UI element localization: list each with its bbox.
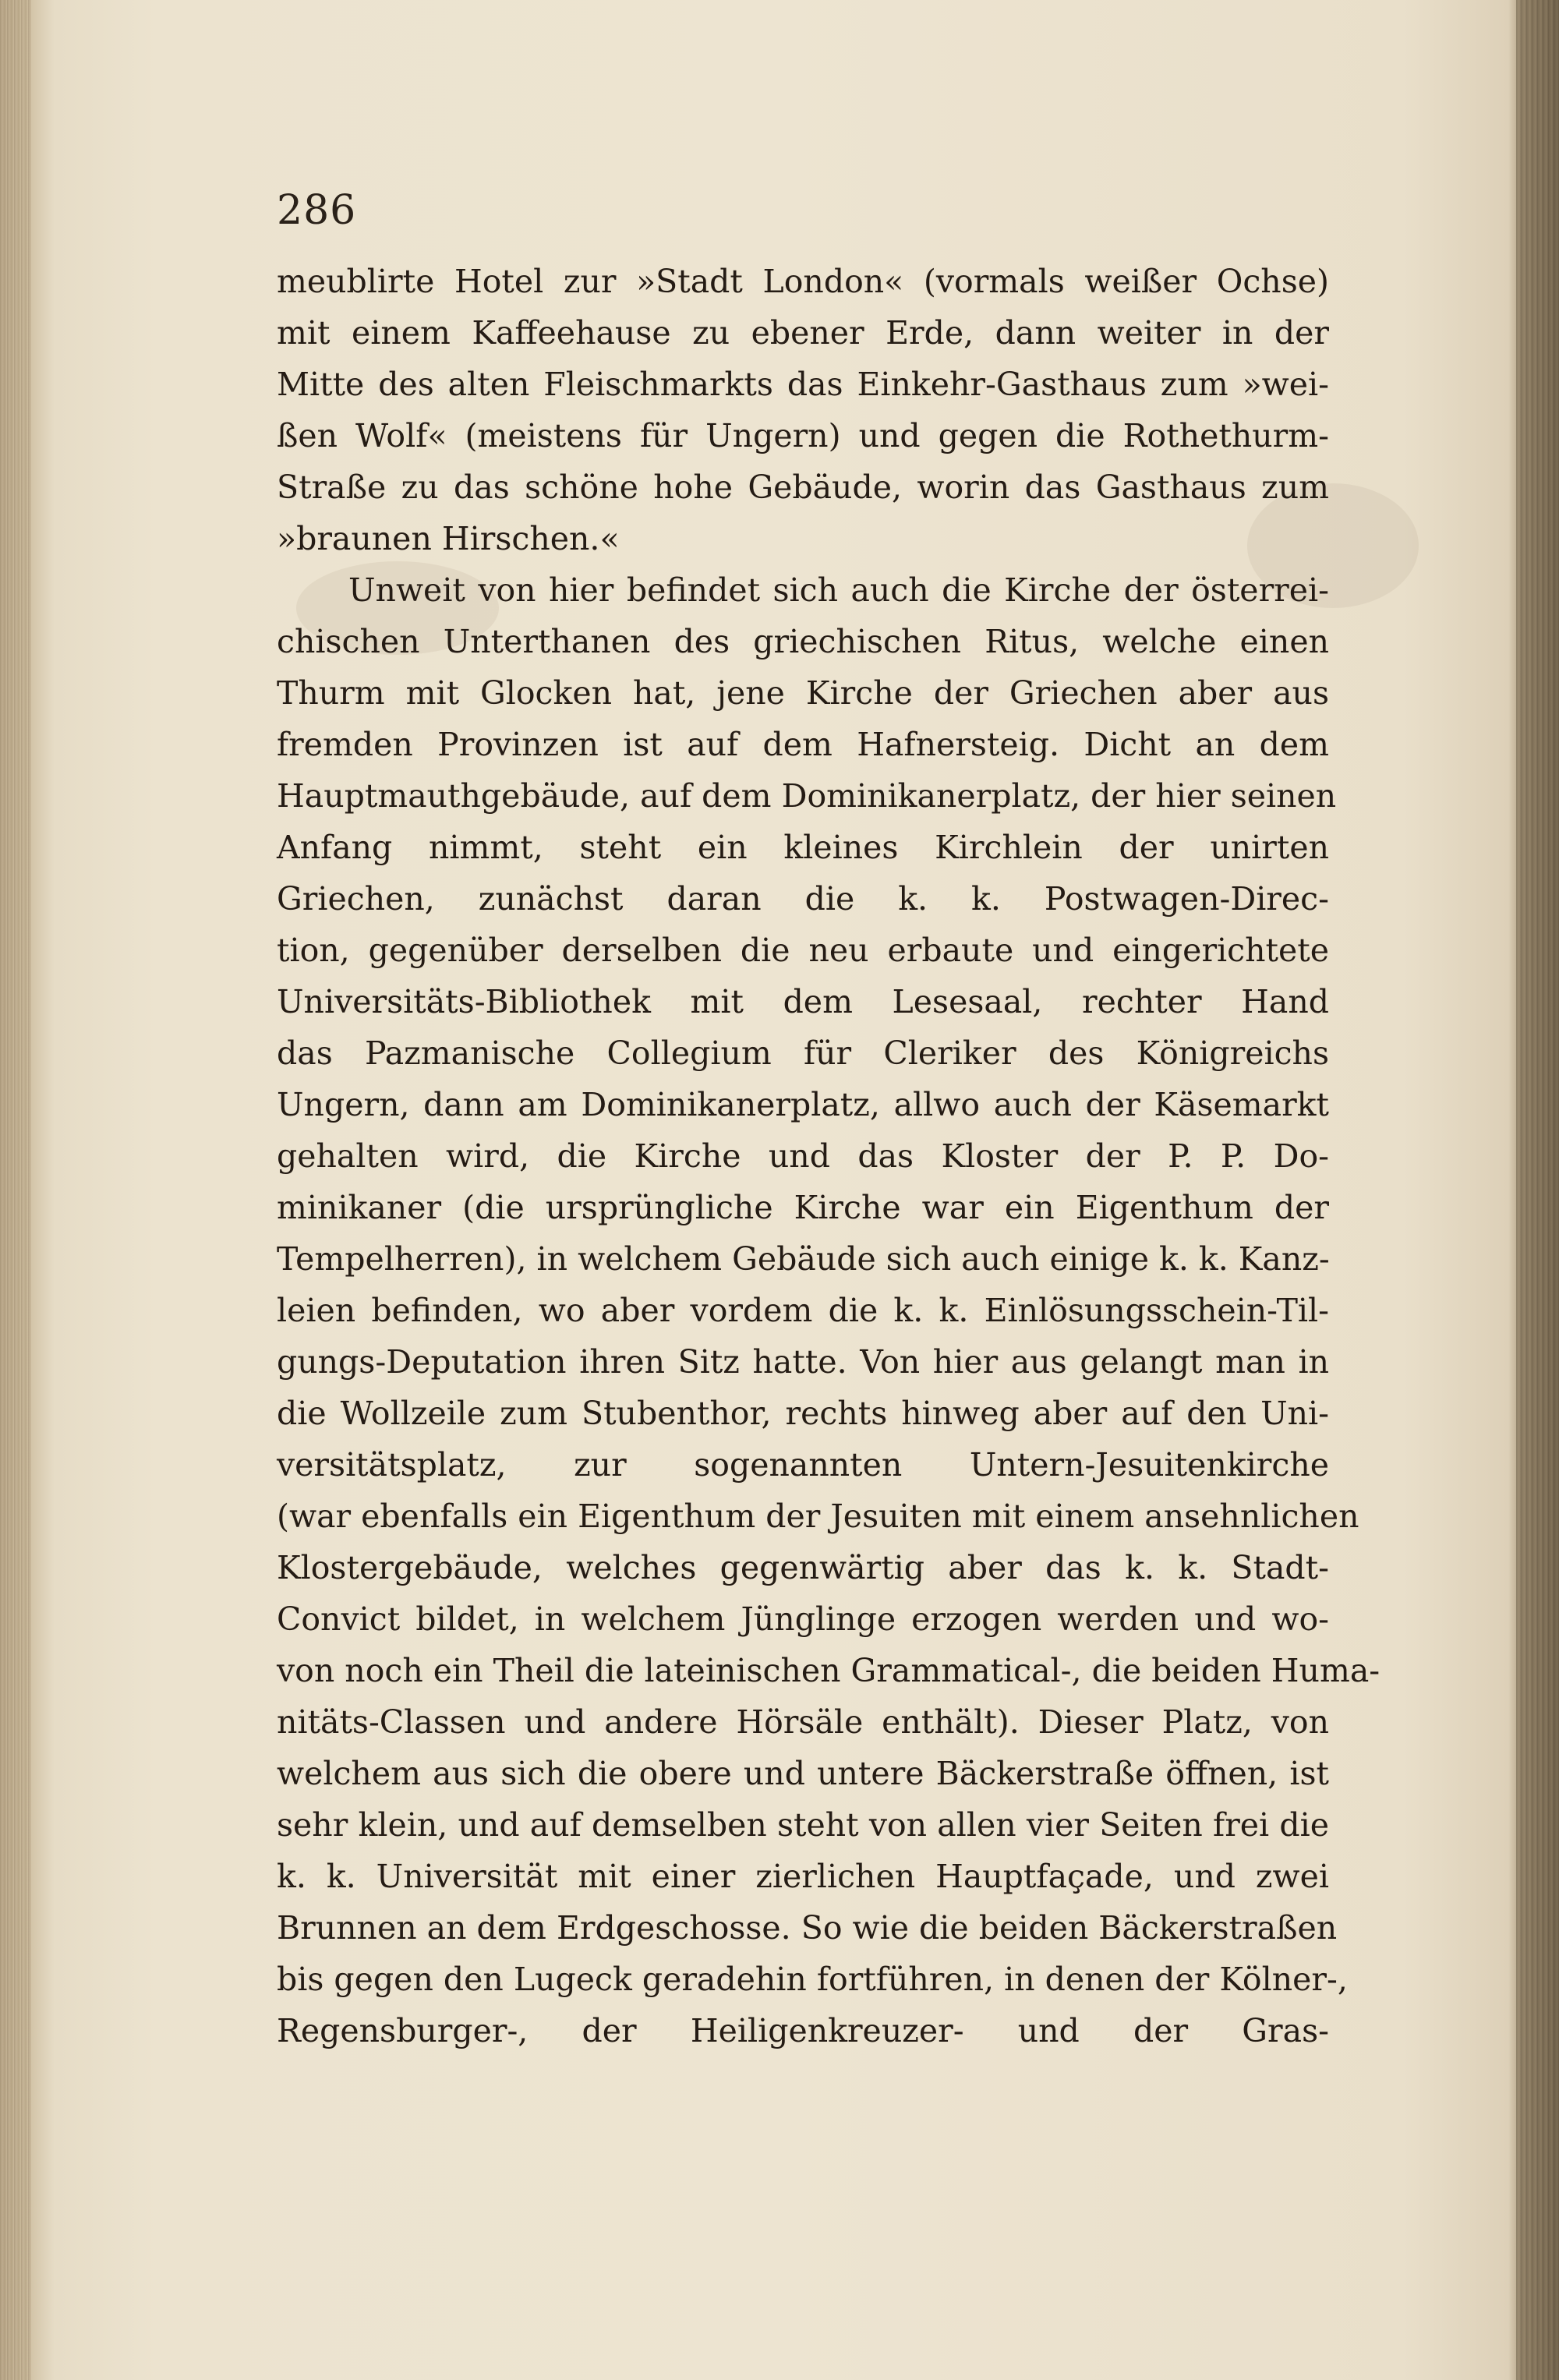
text-line: welchem aus sich die obere und untere Bäckerstraße öffnen, ist — [277, 1755, 1329, 1792]
body-text — [277, 256, 1380, 2056]
text-line: Klostergebäude, welches gegenwärtig aber das k. k. Stadt- — [277, 1549, 1329, 1586]
text-line: fremden Provinzen ist auf dem Hafnersteig. Dicht an dem — [277, 726, 1329, 763]
text-line: Unweit von hier befindet sich auch die Kirche der österrei- — [348, 571, 1329, 609]
text-line: Convict bildet, in welchem Jünglinge erzogen werden und wo- — [277, 1600, 1329, 1638]
text-line: versitätsplatz, zur sogenannten Untern-Jesuitenkirche — [277, 1446, 1329, 1484]
text-line: Tempelherren), in welchem Gebäude sich auch einige k. k. Kanz- — [277, 1240, 1330, 1278]
text-line: Straße zu das schöne hohe Gebäude, worin das Gasthaus zum — [277, 469, 1329, 506]
text-line: mit einem Kaffeehause zu ebener Erde, dann weiter in der — [277, 314, 1329, 352]
text-line: chischen Unterthanen des griechischen Ritus, welche einen — [277, 623, 1329, 660]
text-line: Regensburger-, der Heiligenkreuzer- und der Gras- — [277, 2012, 1329, 2049]
page-edge-right — [1516, 0, 1559, 2380]
text-line: Griechen, zunächst daran die k. k. Postwagen-Direc- — [277, 880, 1329, 918]
text-line: minikaner (die ursprüngliche Kirche war ein Eigenthum der — [277, 1189, 1329, 1226]
text-line: Universitäts-Bibliothek mit dem Lesesaal, rechter Hand — [277, 983, 1329, 1020]
text-line: leien befinden, wo aber vordem die k. k. Einlösungsschein-Til- — [277, 1292, 1329, 1329]
text-line: ßen Wolf« (meistens für Ungern) und gegen die Rothethurm- — [277, 417, 1329, 454]
text-line: von noch ein Theil die lateinischen Grammatical-, die beiden Huma- — [277, 1652, 1380, 1689]
book-gutter-left — [0, 0, 31, 2380]
text-line: Anfang nimmt, steht ein kleines Kirchlein der unirten — [277, 829, 1329, 866]
text-line: Ungern, dann am Dominikanerplatz, allwo auch der Käsemarkt — [277, 1086, 1329, 1123]
text-line: nitäts-Classen und andere Hörsäle enthält). Dieser Platz, von — [277, 1703, 1329, 1741]
text-line: Thurm mit Glocken hat, jene Kirche der Griechen aber aus — [277, 674, 1329, 712]
text-line: Hauptmauthgebäude, auf dem Dominikanerplatz, der hier seinen — [277, 777, 1337, 815]
text-line: »braunen Hirschen.« — [277, 520, 620, 557]
page-number: 286 — [277, 187, 357, 234]
text-line: k. k. Universität mit einer zierlichen Hauptfaçade, und zwei — [277, 1858, 1329, 1895]
text-line: tion, gegenüber derselben die neu erbaute und eingerichtete — [277, 932, 1329, 969]
text-line: gungs-Deputation ihren Sitz hatte. Von hier aus gelangt man in — [277, 1343, 1329, 1381]
text-line: meublirte Hotel zur »Stadt London« (vormals weißer Ochse) — [277, 263, 1329, 300]
text-line: Brunnen an dem Erdgeschosse. So wie die beiden Bäckerstraßen — [277, 1909, 1338, 1947]
text-line: das Pazmanische Collegium für Cleriker des Königreichs — [277, 1034, 1329, 1072]
text-line: die Wollzeile zum Stubenthor, rechts hinweg aber auf den Uni- — [277, 1395, 1329, 1432]
book-page — [277, 187, 1380, 2056]
text-line: Mitte des alten Fleischmarkts das Einkehr-Gasthaus zum »wei- — [277, 366, 1329, 403]
text-line: gehalten wird, die Kirche und das Kloster der P. P. Do- — [277, 1137, 1329, 1175]
text-line: (war ebenfalls ein Eigenthum der Jesuiten mit einem ansehnlichen — [277, 1498, 1359, 1535]
text-line: bis gegen den Lugeck geradehin fortführen, in denen der Kölner-, — [277, 1961, 1348, 1998]
text-line: sehr klein, und auf demselben steht von allen vier Seiten frei die — [277, 1806, 1329, 1844]
